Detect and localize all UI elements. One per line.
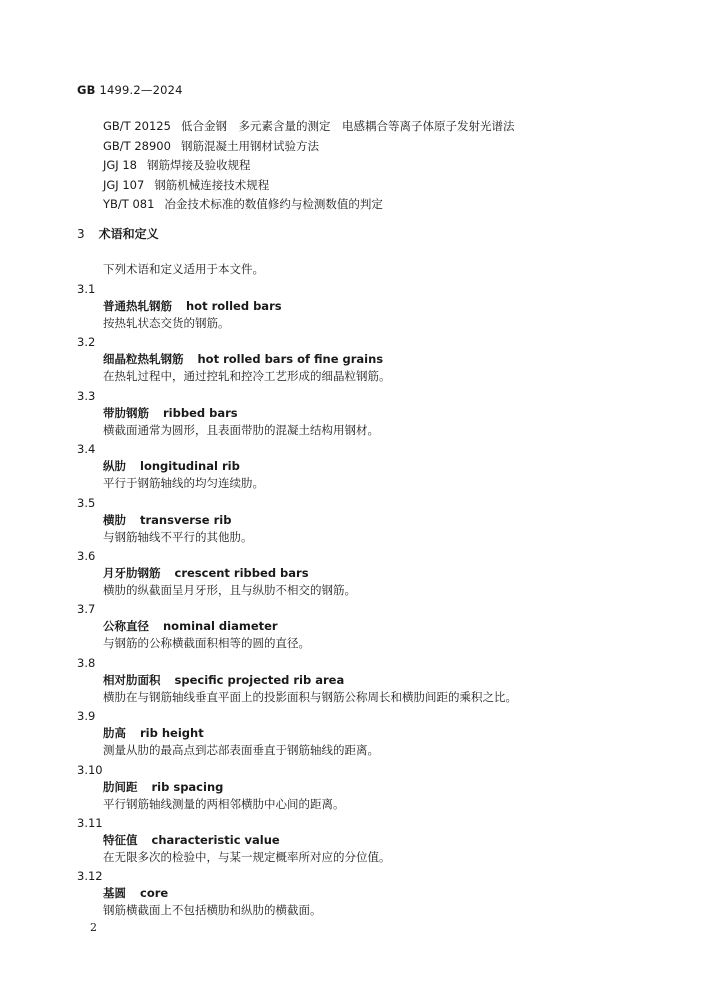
term-name-en: rib height	[140, 726, 204, 741]
term-definition: 与钢筋轴线不平行的其他肋。	[103, 529, 253, 544]
reference-item	[103, 156, 514, 176]
term-number: 3.2	[77, 335, 96, 350]
reference-title: 冶金技术标准的数值修约与检测数值的判定	[164, 197, 383, 212]
term-entry	[77, 495, 677, 548]
section-title: 术语和定义	[98, 227, 159, 241]
section-number: 3	[77, 227, 85, 241]
term-definition: 横肋在与钢筋轴线垂直平面上的投影面积与钢筋公称周长和横肋间距的乘积之比。	[103, 689, 517, 704]
term-definition: 在无限多次的检验中，与某一规定概率所对应的分位值。	[103, 849, 391, 864]
term-name-en: core	[140, 886, 169, 901]
term-number: 3.4	[77, 442, 96, 457]
term-definition: 按热轧状态交货的钢筋。	[103, 316, 230, 330]
term-name-en: longitudinal rib	[140, 459, 240, 474]
term-name-en: specific projected rib area	[174, 672, 345, 687]
reference-title: 钢筋焊接及验收规程	[146, 158, 251, 173]
reference-code: GB/T 20125	[103, 119, 171, 133]
term-name	[103, 351, 383, 368]
term-name-zh: 公称直径	[103, 619, 149, 634]
reference-title: 低合金钢 多元素含量的测定 电感耦合等离子体原子发射光谱法	[180, 119, 515, 133]
term-name	[103, 405, 238, 422]
term-entry	[77, 441, 677, 494]
term-name-zh: 纵肋	[103, 459, 126, 474]
term-name-zh: 相对肋面积	[103, 672, 161, 687]
term-name-en: transverse rib	[140, 512, 232, 527]
term-definition: 在热轧过程中，通过控轧和控冷工艺形成的细晶粒钢筋。	[103, 369, 391, 384]
term-name-zh: 肋间距	[103, 779, 138, 794]
reference-code: JGJ 107	[103, 177, 145, 192]
term-entry	[77, 762, 677, 815]
term-name-zh: 肋高	[103, 726, 126, 741]
reference-item	[103, 176, 514, 196]
term-definition: 测量从肋的最高点到芯部表面垂直于钢筋轴线的距离。	[103, 743, 379, 758]
term-definition: 横肋的纵截面呈月牙形，且与纵肋不相交的钢筋。	[103, 582, 356, 597]
term-number: 3.3	[77, 388, 96, 403]
term-name	[103, 832, 280, 849]
standard-number: 1499.2—2024	[99, 83, 183, 97]
term-number: 3.8	[77, 655, 96, 670]
term-name-zh: 特征值	[103, 832, 138, 847]
reference-item	[103, 117, 514, 137]
term-name	[103, 885, 168, 902]
term-entry	[77, 388, 677, 441]
term-number: 3.11	[77, 815, 103, 830]
page-number: 2	[90, 921, 97, 934]
term-number: 3.5	[77, 495, 96, 510]
term-name-zh: 基圆	[103, 886, 126, 901]
term-name-en: crescent ribbed bars	[174, 565, 309, 580]
term-name	[103, 298, 282, 315]
term-name	[103, 779, 223, 796]
normative-references-list	[103, 117, 514, 215]
term-number: 3.1	[77, 282, 96, 296]
term-name	[103, 618, 278, 635]
term-name-zh: 带肋钢筋	[103, 405, 149, 420]
reference-title: 钢筋机械连接技术规程	[154, 177, 270, 192]
term-name-en: nominal diameter	[163, 619, 278, 634]
term-number: 3.7	[77, 602, 96, 617]
term-name	[103, 458, 240, 475]
term-entry	[77, 815, 677, 868]
term-entry	[77, 334, 677, 387]
term-name-zh: 细晶粒热轧钢筋	[103, 352, 184, 367]
term-name-zh: 横肋	[103, 512, 126, 527]
reference-code: YB/T 081	[103, 197, 155, 212]
term-entry	[77, 601, 677, 654]
term-name-en: characteristic value	[151, 832, 280, 847]
term-name	[103, 565, 309, 582]
term-definition: 横截面通常为圆形，且表面带肋的混凝土结构用钢材。	[103, 422, 379, 437]
standard-prefix: GB	[77, 83, 96, 97]
reference-title: 钢筋混凝土用钢材试验方法	[180, 138, 319, 153]
section-heading	[77, 225, 159, 242]
term-name-zh: 月牙肋钢筋	[103, 565, 161, 580]
section-intro: 下列术语和定义适用于本文件。	[103, 262, 264, 276]
term-entry	[77, 868, 677, 921]
term-name	[103, 672, 344, 689]
term-entry	[77, 708, 677, 761]
reference-code: JGJ 18	[103, 158, 137, 173]
term-name-en: rib spacing	[151, 779, 224, 794]
reference-item	[103, 195, 514, 215]
term-name-en: hot rolled bars of fine grains	[197, 352, 384, 367]
term-number: 3.12	[77, 869, 103, 884]
reference-item	[103, 137, 514, 157]
reference-code: GB/T 28900	[103, 138, 171, 153]
term-name	[103, 725, 204, 742]
term-entry	[77, 281, 677, 334]
term-definition: 与钢筋的公称横截面积相等的圆的直径。	[103, 636, 310, 651]
term-entry	[77, 655, 677, 708]
term-definition: 平行钢筋轴线测量的两相邻横肋中心间的距离。	[103, 796, 345, 811]
term-number: 3.6	[77, 548, 96, 563]
term-number: 3.9	[77, 709, 96, 724]
term-name-zh: 普通热轧钢筋	[103, 299, 172, 313]
term-name-en: hot rolled bars	[186, 299, 282, 313]
term-name	[103, 512, 231, 529]
term-definition: 钢筋横截面上不包括横肋和纵肋的横截面。	[103, 903, 322, 918]
term-definition: 平行于钢筋轴线的均匀连续肋。	[103, 476, 264, 491]
term-number: 3.10	[77, 762, 103, 777]
term-name-en: ribbed bars	[163, 405, 238, 420]
terms-list	[77, 281, 677, 922]
standard-header	[77, 83, 183, 97]
term-entry	[77, 548, 677, 601]
